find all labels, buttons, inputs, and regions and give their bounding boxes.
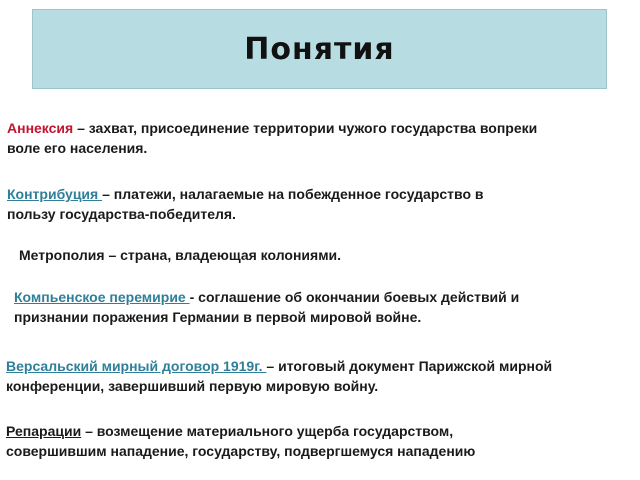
definition-text: пользу государства-победителя. — [7, 206, 236, 222]
definition-text: – возмещение материального ущерба государством, — [81, 423, 454, 439]
definition-text: признании поражения Германии в первой мировой войне. — [14, 309, 422, 325]
definition-text: Метрополия – страна, владеющая колониями. — [19, 247, 342, 263]
definition-reparations — [6, 421, 475, 461]
term-versailles-treaty-link[interactable]: Версальский мирный договор 1919г. — [6, 358, 267, 374]
page-title: Понятия — [244, 31, 395, 67]
definition-versailles-treaty — [6, 356, 552, 396]
definition-contribution — [7, 184, 484, 224]
definition-text: – платежи, налагаемые на побежденное государство в — [102, 186, 484, 202]
term-contribution-link[interactable]: Контрибуция — [7, 186, 103, 202]
definition-annexation — [7, 118, 537, 158]
term-compiegne-armistice-link[interactable]: Компьенское перемирие — [14, 289, 190, 305]
definition-text: совершившим нападение, государству, подвергшемуся нападению — [6, 443, 476, 459]
definition-text: воле его населения. — [7, 140, 148, 156]
definition-metropolis — [19, 245, 341, 265]
definition-compiegne-armistice — [14, 287, 519, 327]
term-annexation: Аннексия — [7, 120, 74, 136]
definition-text: – итоговый документ Парижской мирной — [266, 358, 553, 374]
term-reparations-link[interactable]: Репарации — [6, 423, 82, 439]
definition-text: – захват, присоединение территории чужого государства вопреки — [73, 120, 538, 136]
definition-text: конференции, завершивший первую мировую войну. — [6, 378, 379, 394]
definition-text: - соглашение об окончании боевых действий и — [189, 289, 520, 305]
title-box — [32, 9, 607, 89]
